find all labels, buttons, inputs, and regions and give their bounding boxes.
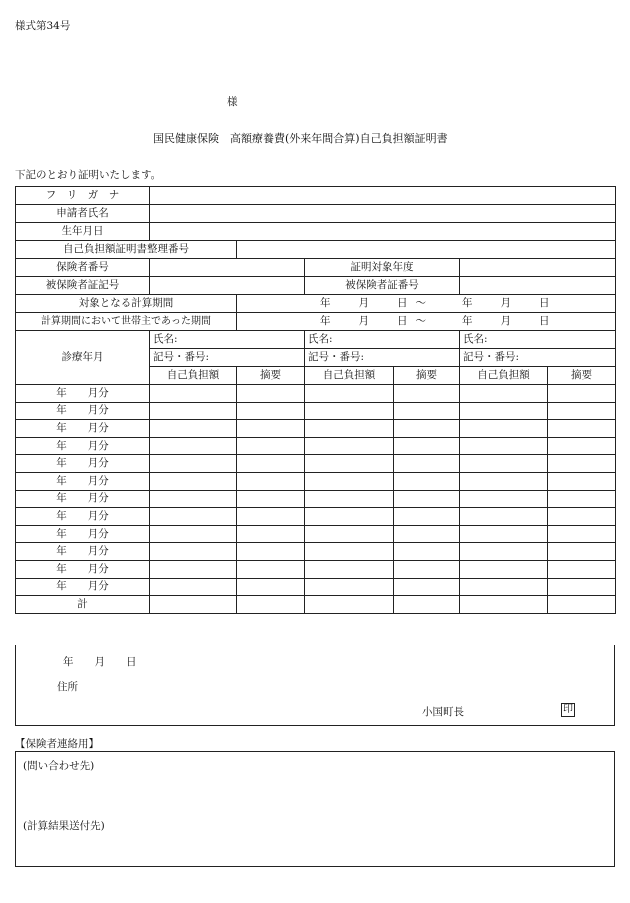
- month-row: [16, 525, 616, 543]
- page-title: 国民健康保険 高額療養費(外来年間合算)自己負担額証明書: [153, 132, 448, 145]
- signature-block: [15, 645, 615, 726]
- month-label: 年 月分: [16, 402, 150, 420]
- month-summary-cell[interactable]: [394, 490, 460, 508]
- month-amount-cell[interactable]: [305, 578, 394, 596]
- month-label: 年 月分: [16, 560, 150, 578]
- month-amount-cell[interactable]: [460, 508, 548, 526]
- month-amount-cell[interactable]: [305, 385, 394, 403]
- month-summary-cell[interactable]: [548, 385, 616, 403]
- summary-header: 摘要: [394, 367, 460, 385]
- amount-header: 自己負担額: [305, 367, 394, 385]
- total-summary-2[interactable]: [394, 596, 460, 614]
- month-row: [16, 560, 616, 578]
- total-amount-2[interactable]: [305, 596, 394, 614]
- insured-name-3[interactable]: 氏名:: [460, 331, 616, 349]
- month-amount-cell[interactable]: [150, 525, 237, 543]
- month-summary-cell[interactable]: [548, 508, 616, 526]
- month-summary-cell[interactable]: [237, 560, 305, 578]
- day-unit: 日: [397, 315, 408, 327]
- cert-year-label: 証明対象年度: [305, 259, 460, 277]
- month-row: [16, 578, 616, 596]
- month-amount-cell[interactable]: [150, 455, 237, 473]
- month-summary-cell[interactable]: [237, 385, 305, 403]
- signature-official: 小国町長: [422, 706, 464, 718]
- month-summary-cell[interactable]: [237, 525, 305, 543]
- insurer-number-field[interactable]: [150, 259, 305, 277]
- month-summary-cell[interactable]: [237, 420, 305, 438]
- insured-card-label: 被保険者証記号: [16, 277, 150, 295]
- month-label: 年 月分: [16, 543, 150, 561]
- tilde: ～: [415, 315, 426, 327]
- month-amount-cell[interactable]: [305, 560, 394, 578]
- total-amount-3[interactable]: [460, 596, 548, 614]
- month-summary-cell[interactable]: [548, 578, 616, 596]
- month-label: 年 月分: [16, 525, 150, 543]
- applicant-name-field[interactable]: [150, 205, 616, 223]
- contact-box[interactable]: [15, 751, 615, 867]
- month-label: 年 月分: [16, 420, 150, 438]
- total-label: 計: [16, 596, 150, 614]
- month-row: [16, 437, 616, 455]
- month-summary-cell[interactable]: [548, 437, 616, 455]
- month-summary-cell[interactable]: [237, 402, 305, 420]
- month-amount-cell[interactable]: [305, 472, 394, 490]
- month-label: 年 月分: [16, 578, 150, 596]
- insured-card-field[interactable]: [150, 277, 305, 295]
- month-amount-cell[interactable]: [150, 508, 237, 526]
- month-label: 年 月分: [16, 455, 150, 473]
- month-unit: 月: [500, 297, 511, 309]
- month-amount-cell[interactable]: [150, 543, 237, 561]
- signature-address-label: 住所: [57, 681, 78, 693]
- head-period-field[interactable]: [237, 313, 616, 331]
- summary-header: 摘要: [237, 367, 305, 385]
- contact-heading: 【保険者連絡用】: [15, 738, 99, 750]
- month-summary-cell[interactable]: [548, 402, 616, 420]
- day-unit: 日: [397, 297, 408, 309]
- year-unit: 年: [320, 315, 331, 327]
- month-summary-cell[interactable]: [237, 455, 305, 473]
- seal-mark: 印: [563, 704, 573, 715]
- month-summary-cell[interactable]: [548, 455, 616, 473]
- furigana-field[interactable]: [150, 187, 616, 205]
- insured-name-2[interactable]: 氏名:: [305, 331, 460, 349]
- insured-name-1[interactable]: 氏名:: [150, 331, 305, 349]
- inquiry-label: (問い合わせ先): [23, 760, 95, 772]
- month-amount-cell[interactable]: [150, 578, 237, 596]
- month-amount-cell[interactable]: [150, 472, 237, 490]
- month-amount-cell[interactable]: [305, 490, 394, 508]
- head-period-label: 計算期間において世帯主であった期間: [16, 313, 237, 331]
- month-amount-cell[interactable]: [460, 472, 548, 490]
- calc-period-label: 対象となる計算期間: [16, 295, 237, 313]
- month-amount-cell[interactable]: [460, 385, 548, 403]
- month-label: 年 月分: [16, 385, 150, 403]
- month-summary-cell[interactable]: [394, 420, 460, 438]
- certificate-form: [15, 186, 616, 614]
- month-amount-cell[interactable]: [460, 560, 548, 578]
- insured-code-2[interactable]: 記号・番号:: [305, 349, 460, 367]
- month-summary-cell[interactable]: [548, 490, 616, 508]
- month-amount-cell[interactable]: [150, 560, 237, 578]
- insured-card-number-label: 被保険者証番号: [305, 277, 460, 295]
- month-amount-cell[interactable]: [460, 402, 548, 420]
- month-row: [16, 543, 616, 561]
- addressee-suffix: 様: [227, 96, 238, 108]
- year-unit: 年: [462, 315, 473, 327]
- month-amount-cell[interactable]: [150, 490, 237, 508]
- month-label: 年 月分: [16, 472, 150, 490]
- month-row: [16, 402, 616, 420]
- day-unit: 日: [539, 315, 550, 327]
- month-summary-cell[interactable]: [394, 455, 460, 473]
- insured-card-number-field[interactable]: [460, 277, 616, 295]
- month-amount-cell[interactable]: [150, 402, 237, 420]
- month-amount-cell[interactable]: [305, 402, 394, 420]
- day-unit: 日: [539, 297, 550, 309]
- month-amount-cell[interactable]: [460, 525, 548, 543]
- treatment-month-label: 診療年月: [16, 331, 150, 385]
- month-amount-cell[interactable]: [305, 543, 394, 561]
- month-amount-cell[interactable]: [460, 455, 548, 473]
- month-label: 年 月分: [16, 508, 150, 526]
- cert-year-field[interactable]: [460, 259, 616, 277]
- month-label: 年 月分: [16, 490, 150, 508]
- form-number: 様式第34号: [15, 20, 71, 32]
- month-summary-cell[interactable]: [237, 543, 305, 561]
- furigana-label: フ リ ガ ナ: [16, 187, 150, 205]
- month-amount-cell[interactable]: [150, 437, 237, 455]
- birth-date-field[interactable]: [150, 223, 616, 241]
- amount-header: 自己負担額: [460, 367, 548, 385]
- insured-code-3[interactable]: 記号・番号:: [460, 349, 616, 367]
- birth-date-label: 生年月日: [16, 223, 150, 241]
- month-amount-cell[interactable]: [150, 420, 237, 438]
- total-summary-1[interactable]: [237, 596, 305, 614]
- month-amount-cell[interactable]: [460, 578, 548, 596]
- calc-period-field[interactable]: [237, 295, 616, 313]
- month-unit: 月: [500, 315, 511, 327]
- month-amount-cell[interactable]: [460, 490, 548, 508]
- month-summary-cell[interactable]: [237, 437, 305, 455]
- intro-text: 下記のとおり証明いたします。: [15, 169, 162, 181]
- month-summary-cell[interactable]: [394, 560, 460, 578]
- year-unit: 年: [462, 297, 473, 309]
- month-summary-cell[interactable]: [237, 490, 305, 508]
- insured-code-1[interactable]: 記号・番号:: [150, 349, 305, 367]
- month-unit: 月: [358, 297, 369, 309]
- month-summary-cell[interactable]: [548, 420, 616, 438]
- month-amount-cell[interactable]: [460, 420, 548, 438]
- month-row: [16, 490, 616, 508]
- month-amount-cell[interactable]: [305, 455, 394, 473]
- month-summary-cell[interactable]: [394, 578, 460, 596]
- month-amount-cell[interactable]: [305, 525, 394, 543]
- month-amount-cell[interactable]: [305, 420, 394, 438]
- month-summary-cell[interactable]: [237, 578, 305, 596]
- month-summary-cell[interactable]: [394, 385, 460, 403]
- month-amount-cell[interactable]: [305, 508, 394, 526]
- month-summary-cell[interactable]: [394, 472, 460, 490]
- month-summary-cell[interactable]: [237, 508, 305, 526]
- month-summary-cell[interactable]: [394, 508, 460, 526]
- month-amount-cell[interactable]: [305, 437, 394, 455]
- month-summary-cell[interactable]: [394, 543, 460, 561]
- month-amount-cell[interactable]: [150, 385, 237, 403]
- month-summary-cell[interactable]: [548, 525, 616, 543]
- cert-number-field[interactable]: [237, 241, 616, 259]
- month-amount-cell[interactable]: [460, 543, 548, 561]
- summary-header: 摘要: [548, 367, 616, 385]
- total-amount-1[interactable]: [150, 596, 237, 614]
- amount-header: 自己負担額: [150, 367, 237, 385]
- tilde: ～: [415, 297, 426, 309]
- signature-date: 年 月 日: [63, 656, 137, 668]
- year-unit: 年: [320, 297, 331, 309]
- month-summary-cell[interactable]: [237, 472, 305, 490]
- month-summary-cell[interactable]: [394, 525, 460, 543]
- applicant-name-label: 申請者氏名: [16, 205, 150, 223]
- destination-label: (計算結果送付先): [23, 820, 105, 832]
- month-unit: 月: [358, 315, 369, 327]
- month-label: 年 月分: [16, 437, 150, 455]
- cert-number-label: 自己負担額証明書整理番号: [16, 241, 237, 259]
- month-row: [16, 508, 616, 526]
- month-row: [16, 385, 616, 403]
- total-summary-3[interactable]: [548, 596, 616, 614]
- month-summary-cell[interactable]: [548, 543, 616, 561]
- month-row: [16, 455, 616, 473]
- month-row: [16, 420, 616, 438]
- month-row: [16, 472, 616, 490]
- month-amount-cell[interactable]: [460, 437, 548, 455]
- month-summary-cell[interactable]: [548, 560, 616, 578]
- month-summary-cell[interactable]: [548, 472, 616, 490]
- month-summary-cell[interactable]: [394, 437, 460, 455]
- month-summary-cell[interactable]: [394, 402, 460, 420]
- insurer-number-label: 保険者番号: [16, 259, 150, 277]
